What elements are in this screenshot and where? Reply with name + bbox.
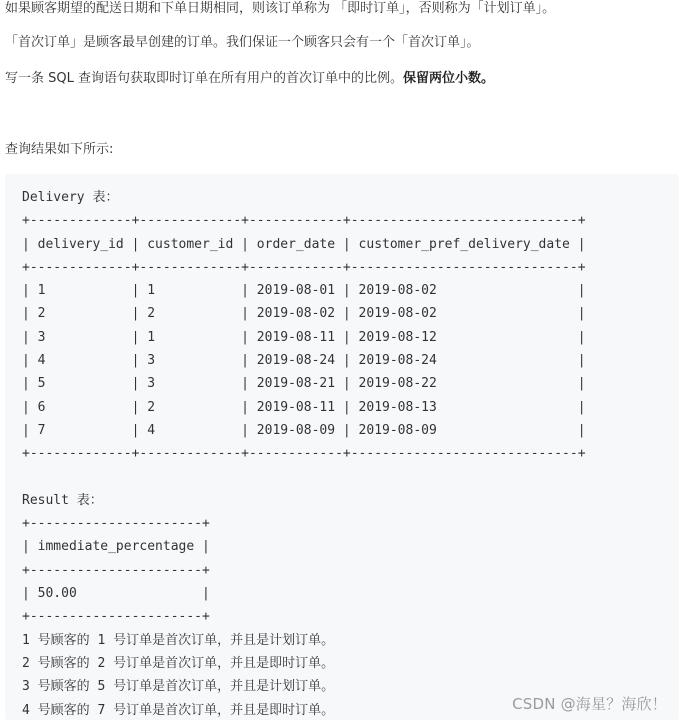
- task-paragraph: [5, 69, 494, 89]
- code-content: Delivery 表： +-------------+-------------+------------+-----------------------------+ | delivery_id | customer_id | order_date | customer_pref_delivery_date | +-------------+-------------+------------+-----------------------------+ | 1 | 1 | 2019-08-01 | 2019-08-02 | | 2 | 2 | 2019-08-02 | 2019-08-02 | | 3 | 1 | 2019-08-11 | 2019-08-12 | | 4 | 3 | 2019-08-24 | 2019-08-24 | | 5 | 3 | 2019-08-21 | 2019-08-22 | | 6 | 2 | 2019-08-11 | 2019-08-13 | | 7 | 4 | 2019-08-09 | 2019-08-09 | +-------------+-------------+------------+-----------------------------+ Result 表： +----------------------+ | immediate_percentage | +----------------------+ | 50.00 | +----------------------+ 1 号顾客的 1 号订单是首次订单，并且是计划订单。 2 号顾客的 2 号订单是首次订单，并且是即时订单。 3 号顾客的 5 号订单是首次订单，并且是计划订单。 4 号顾客的 7 号订单是首次订单，并且是即时订单。: [22, 190, 586, 718]
- code-block: [5, 174, 679, 720]
- first-order-paragraph: 「首次订单」是顾客最早创建的订单。我们保证一个顾客只会有一个「首次订单」。: [5, 35, 480, 50]
- definition-paragraph: 如果顾客期望的配送日期和下单日期相同，则该订单称为 「即时订单」，否则称为「计划订单」。: [5, 1, 556, 16]
- example-intro: 查询结果如下所示:: [5, 142, 114, 157]
- task-text: 写一条 SQL 查询语句获取即时订单在所有用户的首次订单中的比例。: [5, 71, 403, 86]
- watermark: CSDN @海星？海欣！: [512, 695, 667, 713]
- task-emphasis: 保留两位小数。: [403, 71, 495, 86]
